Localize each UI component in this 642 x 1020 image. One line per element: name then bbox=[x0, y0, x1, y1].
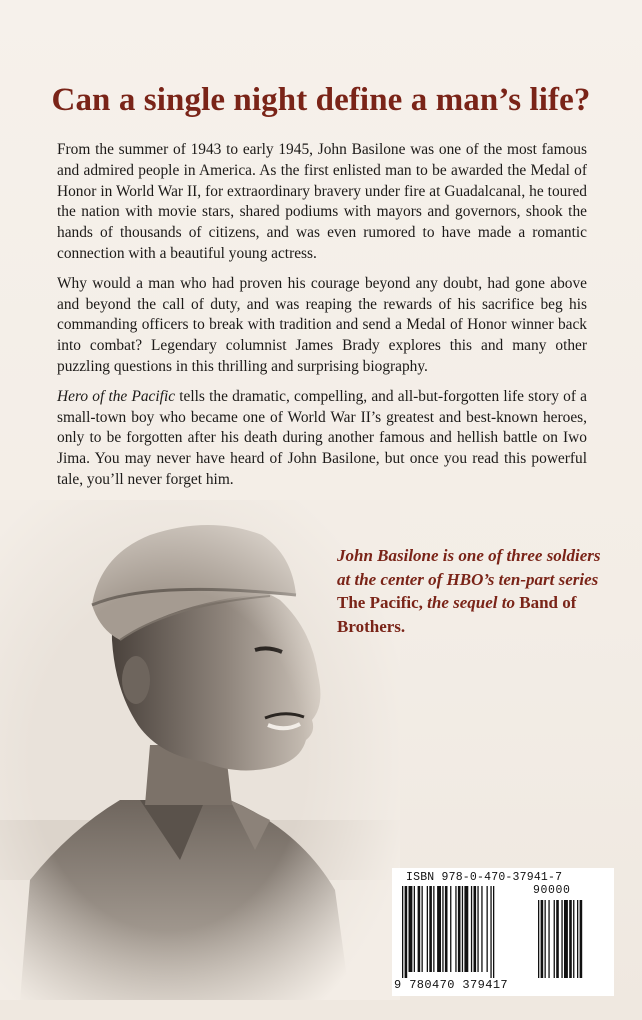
barcode-bar bbox=[427, 886, 428, 972]
barcode-bar bbox=[429, 886, 432, 972]
barcode-bar bbox=[487, 886, 488, 972]
addon-bar bbox=[554, 900, 555, 978]
barcode-bar bbox=[442, 886, 443, 972]
addon-bar bbox=[564, 900, 568, 978]
blurb-paragraph-2: Why would a man who had proven his courage beyond any doubt, had gone above and beyond the call of duty, and was reaping the rewards of his sacrifice beg his commanding officers to break with tradition and send a Medal of Honor winner back into combat? Legendary columnist James Brady explores this and many other puzzling questions in this thrilling and surprising biography. bbox=[57, 274, 587, 375]
barcode-bar bbox=[402, 886, 403, 978]
addon-bar bbox=[577, 900, 578, 978]
addon-bar bbox=[541, 900, 544, 978]
barcode-bar bbox=[477, 886, 478, 972]
barcode-bar bbox=[414, 886, 415, 972]
addon-bar bbox=[545, 900, 546, 978]
barcode-bar bbox=[455, 886, 456, 972]
barcode-bar bbox=[422, 886, 423, 972]
ean-number: 9 780470 379417 bbox=[394, 978, 509, 992]
barcode-bar bbox=[433, 886, 434, 972]
barcode-bar bbox=[445, 886, 448, 972]
barcode-bar bbox=[405, 886, 408, 978]
addon-bar bbox=[556, 900, 559, 978]
hbo-callout bbox=[337, 544, 607, 638]
barcode-bar bbox=[409, 886, 413, 972]
blurb-paragraph-1: From the summer of 1943 to early 1945, John Basilone was one of the most famous and admired people in America. As the first enlisted man to be awarded the Medal of Honor in World War II, for extraordinary bravery under fire at Guadalcanal, he toured the nation with movie stars, shared podiums with mayors and governors, shook the hands of thousands of citizens, and was even rumored to have made a romantic connection with a beautiful young actress. bbox=[57, 141, 587, 262]
headline: Can a single night define a man’s life? bbox=[51, 82, 591, 118]
addon-number: 90000 bbox=[533, 884, 571, 897]
addon-bar bbox=[561, 900, 562, 978]
barcode-bars bbox=[392, 886, 614, 982]
addon-bar bbox=[538, 900, 539, 978]
barcode-bar bbox=[437, 886, 441, 972]
blurb-paragraph-3-text: tells the dramatic, compelling, and all-but-forgotten life story of a small-town boy who became one of World War II’s greatest and best-known heroes, only to be forgotten after his death during another famous and hellish battle on Iwo Jima. You may never have heard of John Basilone, but once you read this powerful tale, you’ll never forget him. bbox=[57, 387, 587, 488]
barcode-bar bbox=[493, 886, 494, 978]
barcode-bar bbox=[471, 886, 472, 972]
book-title-italic: Hero of the Pacific bbox=[57, 387, 176, 405]
addon-bar bbox=[569, 900, 572, 978]
addon-bar bbox=[580, 900, 583, 978]
barcode-bar bbox=[450, 886, 451, 972]
callout-show-title: The Pacific, bbox=[337, 593, 423, 612]
isbn-label: ISBN 978-0-470-37941-7 bbox=[406, 871, 563, 884]
blurb-paragraph-3 bbox=[57, 387, 587, 491]
blurb-body bbox=[57, 140, 587, 500]
barcode-bar bbox=[418, 886, 421, 972]
barcode-bar bbox=[462, 886, 463, 972]
callout-text-2: the sequel to bbox=[422, 593, 520, 612]
addon-bar bbox=[548, 900, 549, 978]
barcode-bar bbox=[490, 886, 491, 978]
barcode-bar bbox=[458, 886, 461, 972]
isbn-barcode bbox=[392, 868, 614, 996]
callout-film-title: Band of Brothers. bbox=[337, 593, 577, 636]
barcode-bar bbox=[474, 886, 477, 972]
callout-text-1: John Basilone is one of three soldiers at the center of HBO’s ten-part series bbox=[337, 546, 601, 589]
barcode-bar bbox=[464, 886, 468, 972]
barcode-bar bbox=[481, 886, 482, 972]
addon-bar bbox=[573, 900, 574, 978]
